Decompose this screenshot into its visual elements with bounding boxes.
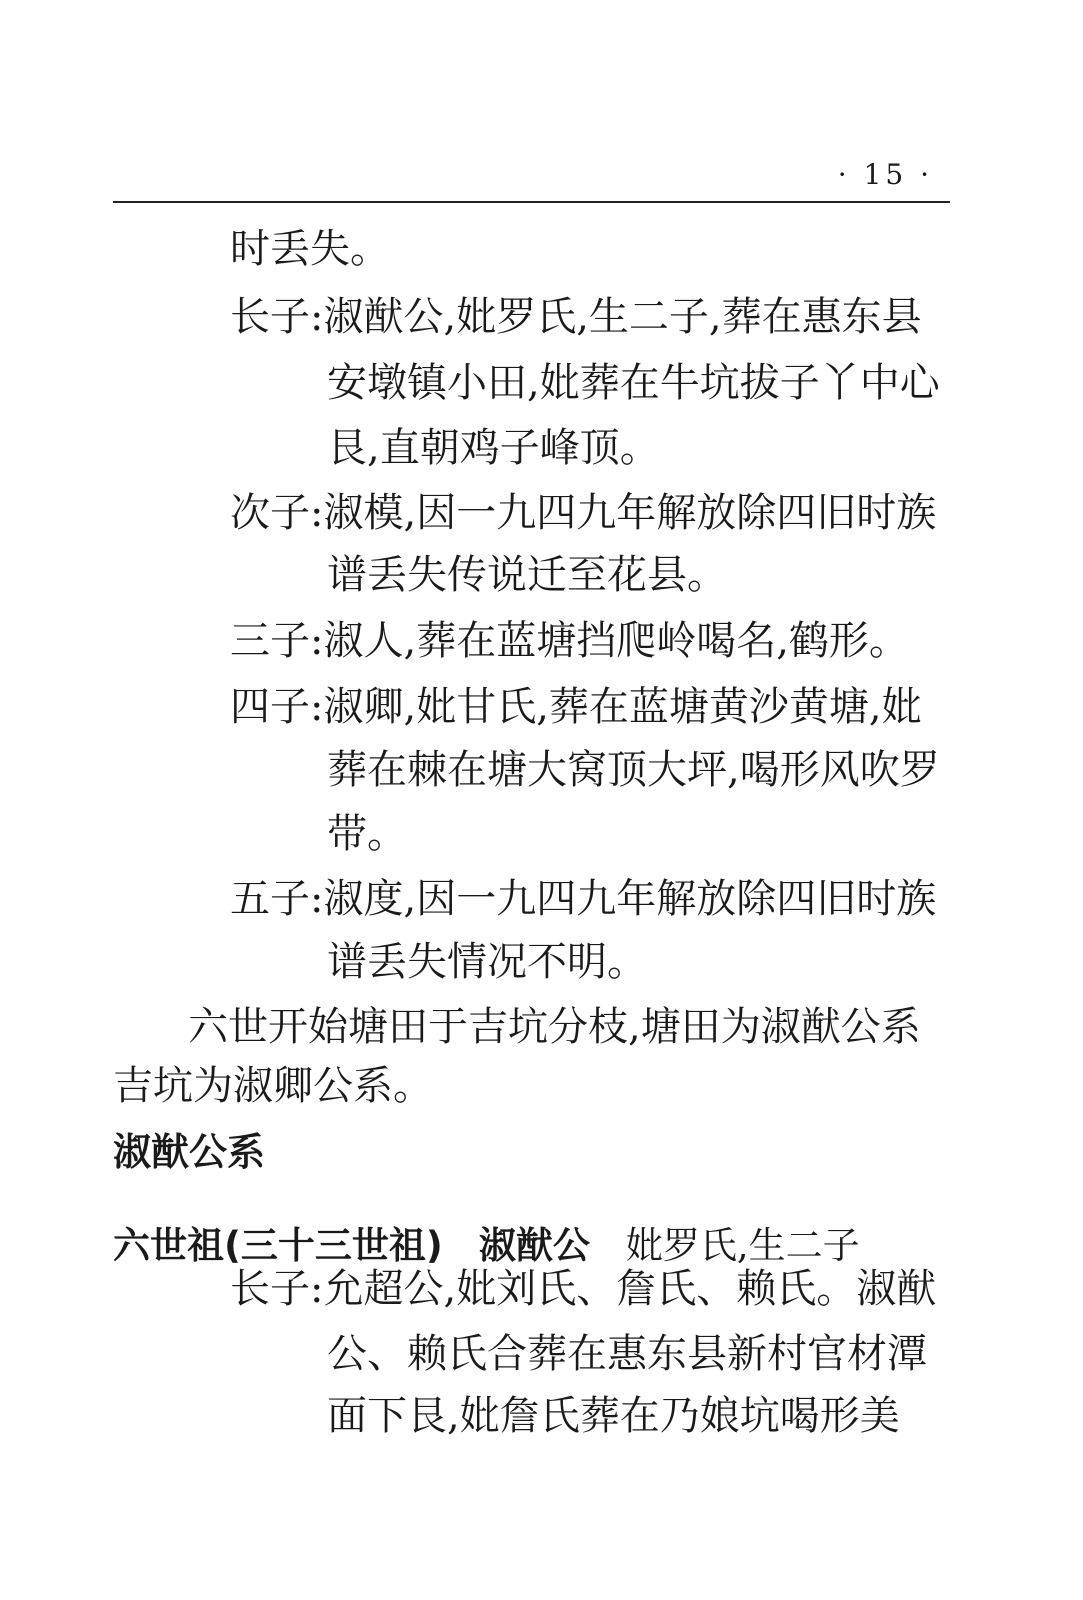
generation-desc: 妣罗氏,生二子 — [625, 1224, 860, 1267]
header-rule — [113, 201, 950, 203]
section-heading: 淑猷公系 — [113, 1130, 266, 1174]
text-line: 六世开始塘田于吉坑分枝,塘田为淑猷公系 — [188, 1004, 921, 1050]
page-number: · 15 · — [837, 158, 933, 191]
text-line: 带。 — [327, 811, 407, 857]
text-line: 安墩镇小田,妣葬在牛坑拔子丫中心 — [327, 360, 940, 406]
text-line: 四子:淑卿,妣甘氏,葬在蓝塘黄沙黄塘,妣 — [230, 684, 922, 730]
text-line: 谱丢失情况不明。 — [327, 939, 647, 985]
text-line: 长子:淑猷公,妣罗氏,生二子,葬在惠东县 — [230, 294, 922, 340]
text-line: 三子:淑人,葬在蓝塘挡爬岭喝名,鹤形。 — [230, 618, 909, 664]
text-line: 长子:允超公,妣刘氏、詹氏、赖氏。淑猷 — [230, 1266, 937, 1312]
generation-name: 淑猷公 — [478, 1224, 590, 1267]
text-line: 五子:淑度,因一九四九年解放除四旧时族 — [230, 876, 937, 922]
generation-title: 六世祖(三十三世祖) — [113, 1224, 443, 1267]
text-line: 时丢失。 — [230, 226, 390, 272]
text-line: 次子:淑模,因一九四九年解放除四旧时族 — [230, 490, 937, 536]
text-line: 面下艮,妣詹氏葬在乃娘坑喝形美 — [327, 1393, 900, 1439]
text-line: 葬在棘在塘大窝顶大坪,喝形风吹罗 — [327, 747, 940, 793]
text-line: 吉坑为淑卿公系。 — [113, 1063, 433, 1109]
text-line: 艮,直朝鸡子峰顶。 — [327, 425, 660, 471]
text-line: 谱丢失传说迁至花县。 — [327, 552, 727, 598]
generation-row — [113, 1222, 860, 1270]
text-line: 公、赖氏合葬在惠东县新村官材潭 — [327, 1331, 927, 1377]
